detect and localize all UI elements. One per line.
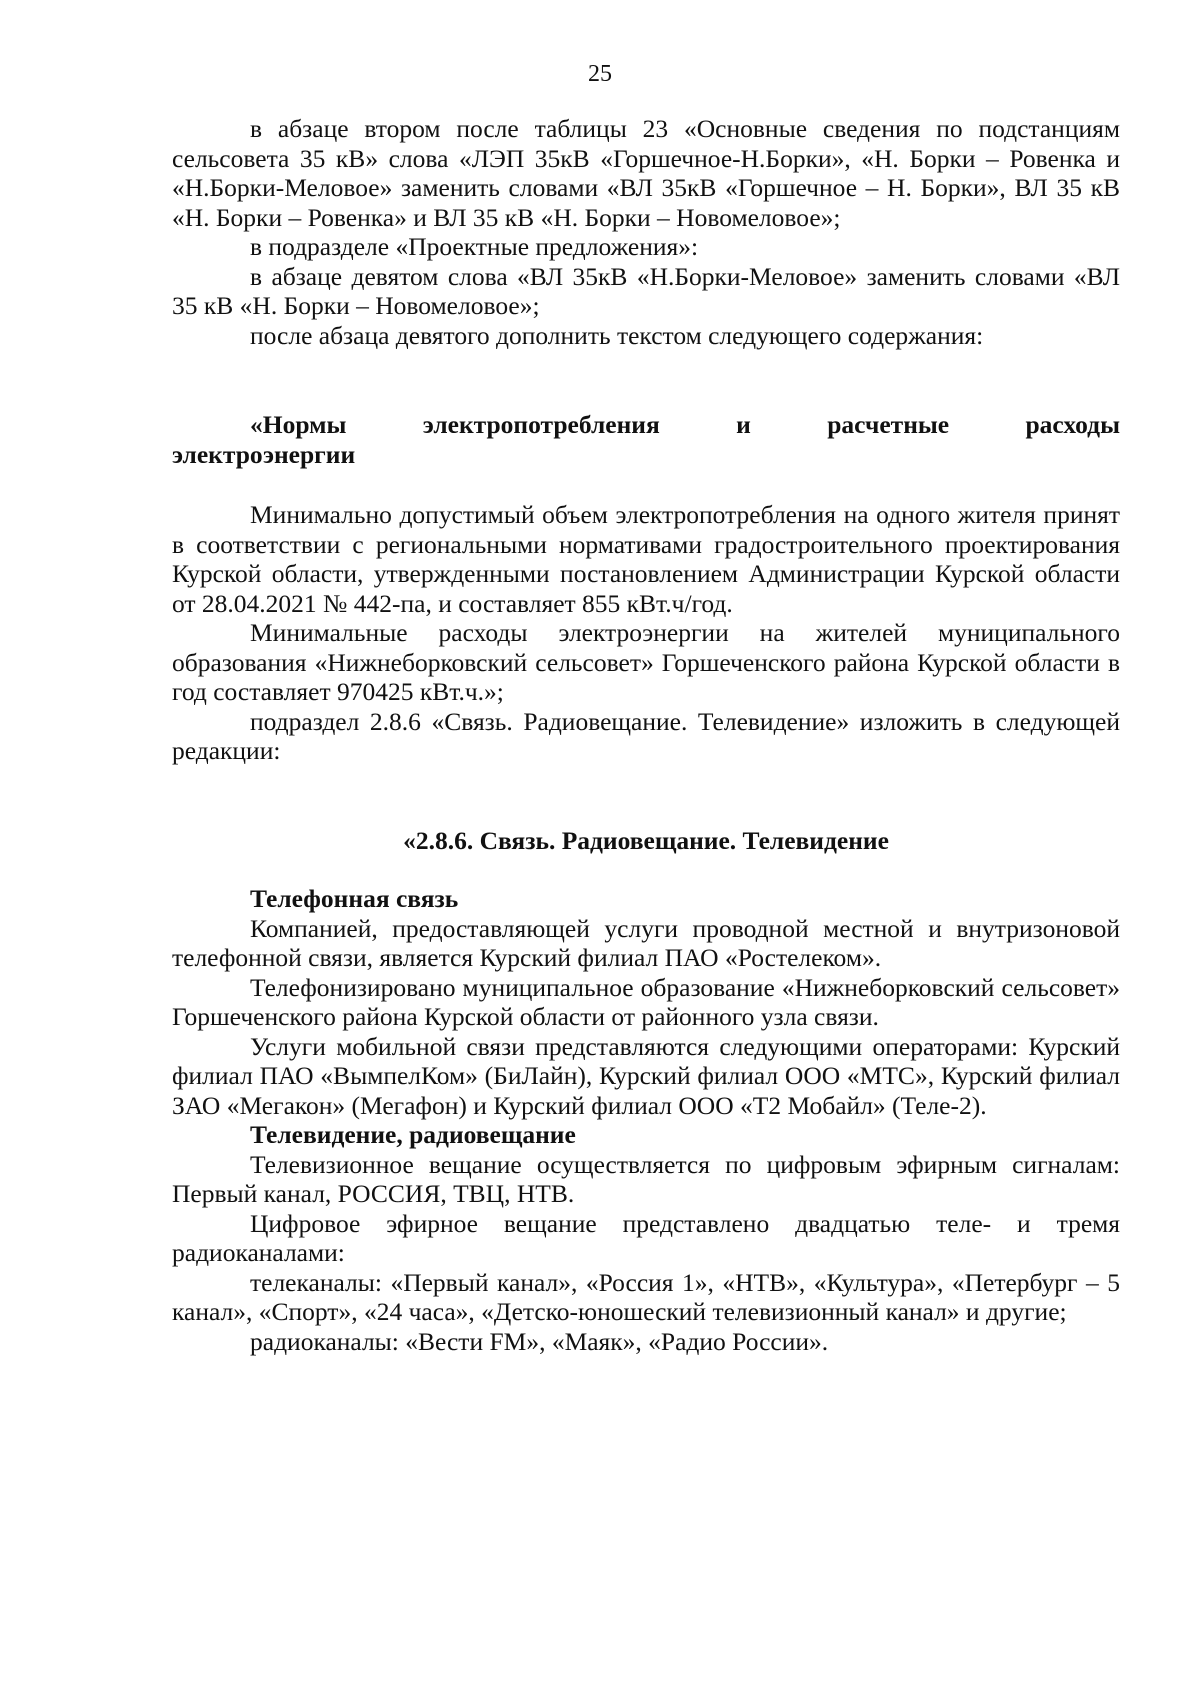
- paragraph: телеканалы: «Первый канал», «Россия 1», «НТВ», «Культура», «Петербург – 5 канал», «Спорт», «24 часа», «Детско-юношеский телевизионный канал» и другие;: [172, 1267, 1120, 1326]
- section-top: [172, 114, 1120, 350]
- subheading-telephone: Телефонная связь: [250, 884, 459, 913]
- heading-norms: [172, 410, 1120, 469]
- paragraph: в абзаце втором после таблицы 23 «Основные сведения по подстанциям сельсовета 35 кВ» слова «ЛЭП 35кВ «Горшечное-Н.Борки», «Н. Борки – Ровенка и «Н.Борки-Меловое» заменить словами «ВЛ 35кВ «Горшечное – Н. Борки», ВЛ 35 кВ «Н. Борки – Ровенка» и ВЛ 35 кВ «Н. Борки – Новомеловое»;: [172, 114, 1120, 232]
- paragraph: Компанией, предоставляющей услуги проводной местной и внутризоновой телефонной связи, является Курский филиал ПАО «Ростелеком».: [172, 913, 1120, 972]
- paragraph: после абзаца девятого дополнить текстом следующего содержания:: [250, 320, 984, 350]
- section-communications: [172, 884, 1120, 1356]
- heading-norms-line2: электроэнергии: [172, 439, 356, 469]
- paragraph: Телефонизировано муниципальное образование «Нижнеборковский сельсовет» Горшеченского района Курской области от районного узла связи.: [172, 972, 1120, 1031]
- paragraph: Услуги мобильной связи представляются следующими операторами: Курский филиал ПАО «ВымпелКом» (БиЛайн), Курский филиал ООО «МТС», Курский филиал ЗАО «Мегакон» (Мегафон) и Курский филиал ООО «Т2 Мобайл» (Теле-2).: [172, 1031, 1120, 1120]
- paragraph: в абзаце девятом слова «ВЛ 35кВ «Н.Борки-Меловое» заменить словами «ВЛ 35 кВ «Н. Борки – Новомеловое»;: [172, 261, 1120, 320]
- paragraph: Телевизионное вещание осуществляется по цифровым эфирным сигналам: Первый канал, РОССИЯ, ТВЦ, НТВ.: [172, 1149, 1120, 1208]
- paragraph: Минимально допустимый объем электропотребления на одного жителя принят в соответствии с региональными нормативами градостроительного проектирования Курской области, утвержденными постановлением Администрации Курской области от 28.04.2021 № 442-па, и составляет 855 кВт.ч/год.: [172, 500, 1120, 618]
- paragraph: радиоканалы: «Вести FM», «Маяк», «Радио России».: [250, 1326, 829, 1356]
- paragraph: подраздел 2.8.6 «Связь. Радиовещание. Телевидение» изложить в следующей редакции:: [172, 706, 1120, 765]
- paragraph: Минимальные расходы электроэнергии на жителей муниципального образования «Нижнеборковский сельсовет» Горшеченского района Курской области в год составляет 970425 кВт.ч.»;: [172, 618, 1120, 706]
- paragraph: в подразделе «Проектные предложения»:: [250, 232, 699, 261]
- section-norms: [172, 500, 1120, 766]
- paragraph: Цифровое эфирное вещание представлено двадцатью теле- и тремя радиоканалами:: [172, 1208, 1120, 1267]
- subheading-tv-radio: Телевидение, радиовещание: [250, 1120, 576, 1149]
- heading-section-286: «2.8.6. Связь. Радиовещание. Телевидение: [403, 826, 889, 855]
- heading-norms-line1: «Нормы электропотребления и расчетные расходы: [250, 410, 1120, 439]
- page-number: 25: [588, 61, 612, 87]
